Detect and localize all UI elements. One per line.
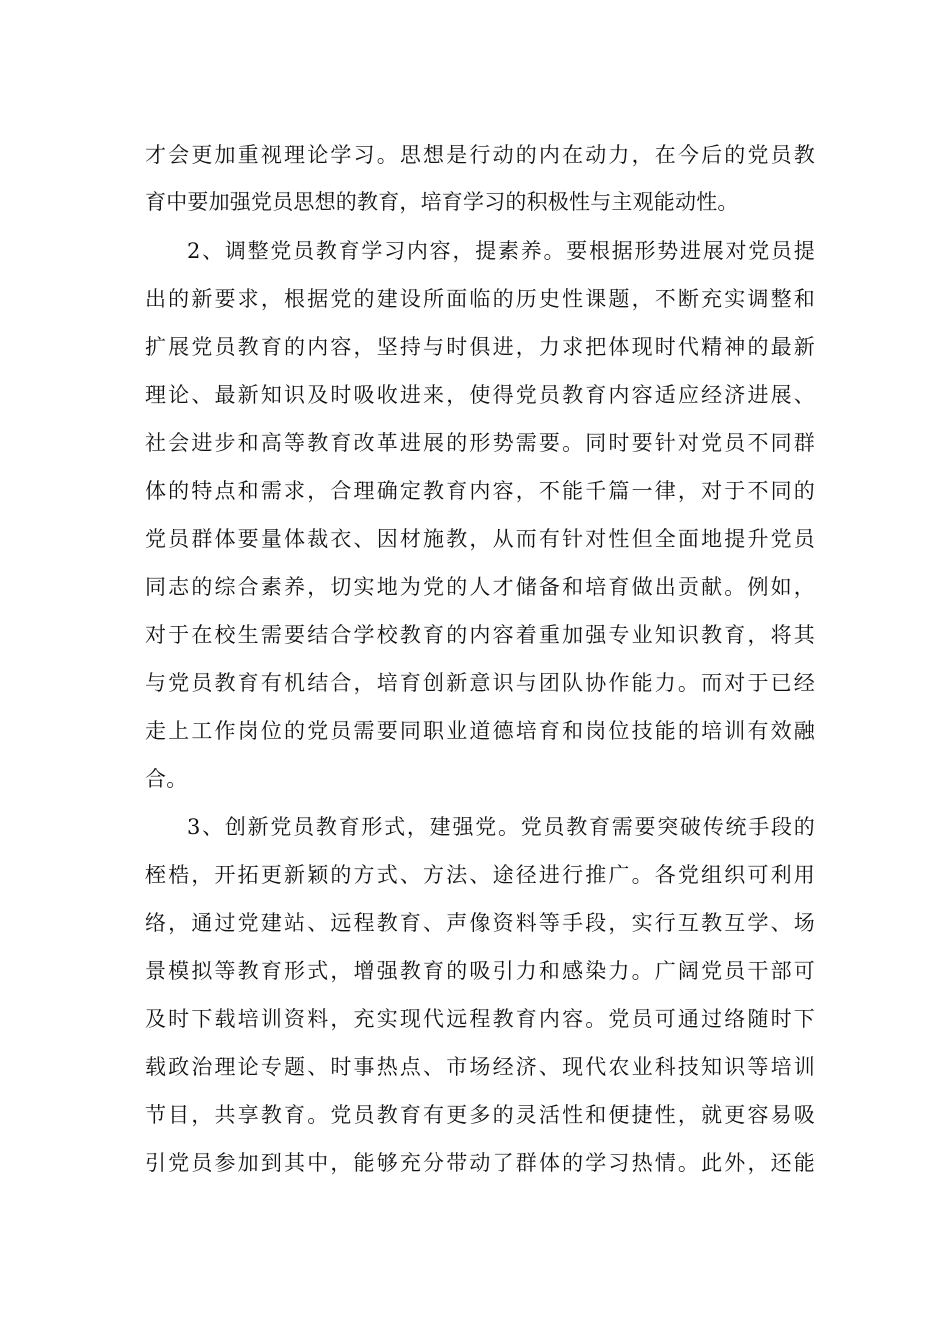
text-line: 合。	[145, 767, 188, 791]
text-line: 3、创新党员教育形式，建强党。党员教育需要突破传统手段的	[187, 815, 815, 839]
text-line: 引党员参加到其中，能够充分带动了群体的学习热情。此外，还能	[145, 1151, 815, 1175]
text-line: 及时下载培训资料，充实现代远程教育内容。党员可通过络随时下	[145, 1007, 815, 1031]
text-line: 2、调整党员教育学习内容，提素养。要根据形势进展对党员提	[187, 239, 815, 263]
text-line: 社会进步和高等教育改革进展的形势需要。同时要针对党员不同群	[145, 431, 815, 455]
text-line: 出的新要求，根据党的建设所面临的历史性课题，不断充实调整和	[145, 287, 815, 311]
text-line: 景模拟等教育形式，增强教育的吸引力和感染力。广阔党员干部可	[145, 959, 815, 983]
text-line: 才会更加重视理论学习。思想是行动的内在动力，在今后的党员教	[145, 143, 815, 167]
text-line: 扩展党员教育的内容，坚持与时俱进，力求把体现时代精神的最新	[145, 335, 815, 359]
text-line: 桎梏，开拓更新颖的方式、方法、途径进行推广。各党组织可利用	[145, 863, 815, 887]
text-line: 同志的综合素养，切实地为党的人才储备和培育做出贡献。例如，	[145, 575, 815, 599]
text-line: 对于在校生需要结合学校教育的内容着重加强专业知识教育，将其	[145, 623, 815, 647]
text-line: 络，通过党建站、远程教育、声像资料等手段，实行互教互学、场	[145, 911, 815, 935]
text-line: 理论、最新知识及时吸收进来，使得党员教育内容适应经济进展、	[145, 383, 815, 407]
text-line: 与党员教育有机结合，培育创新意识与团队协作能力。而对于已经	[145, 671, 815, 695]
text-line: 育中要加强党员思想的教育，培育学习的积极性与主观能动性。	[145, 190, 739, 214]
text-line: 走上工作岗位的党员需要同职业道德培育和岗位技能的培训有效融	[145, 719, 815, 743]
text-line: 体的特点和需求，合理确定教育内容，不能千篇一律，对于不同的	[145, 479, 815, 503]
text-line: 载政治理论专题、时事热点、市场经济、现代农业科技知识等培训	[145, 1055, 815, 1079]
text-line: 党员群体要量体裁衣、因材施教，从而有针对性但全面地提升党员	[145, 527, 815, 551]
text-line: 节目，共享教育。党员教育有更多的灵活性和便捷性，就更容易吸	[145, 1103, 815, 1127]
